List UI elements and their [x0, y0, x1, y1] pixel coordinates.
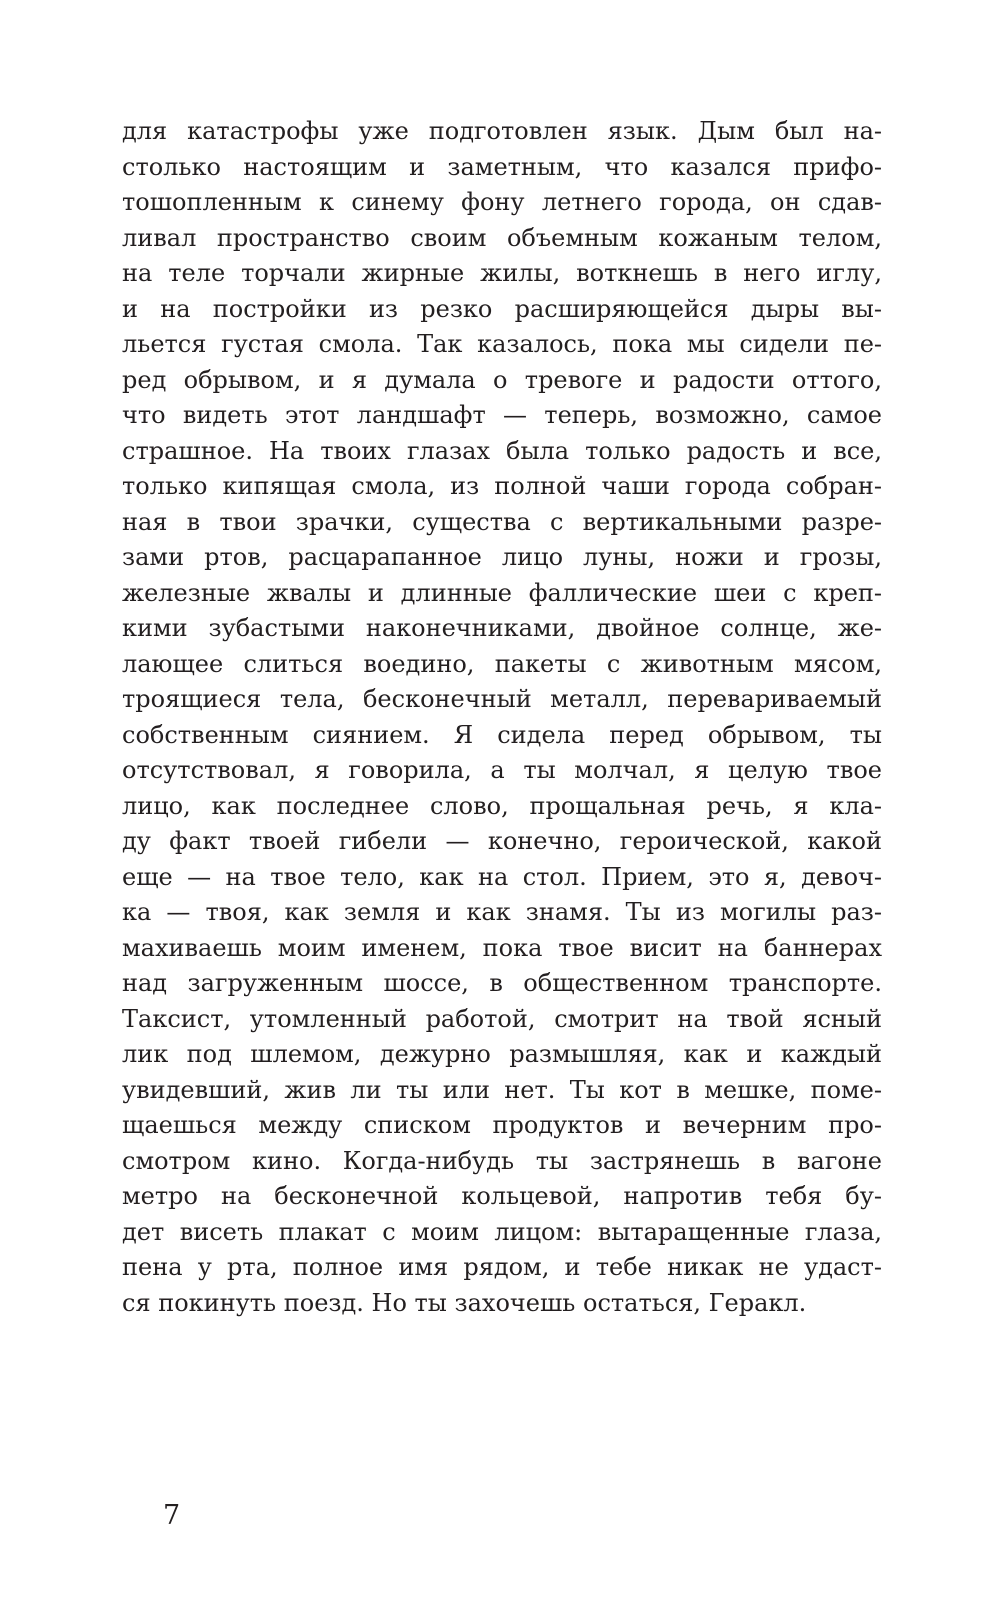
- text-line: смотром кино. Когда-нибудь ты застрянешь в вагоне: [122, 1146, 882, 1175]
- text-line: отсутствовал, я говорила, а ты молчал, я целую твое: [122, 756, 882, 784]
- text-line: ду факт твоей гибели — конечно, героической, какой: [122, 827, 882, 855]
- text-line: ная в твои зрачки, существа с вертикальными разре-: [122, 507, 882, 536]
- text-line: на теле торчали жирные жилы, воткнешь в него иглу,: [122, 259, 882, 287]
- text-line: столько настоящим и заметным, что казался прифо-: [122, 152, 882, 181]
- text-line: страшное. На твоих глазах была только радость и все,: [122, 436, 882, 465]
- text-line: махиваешь моим именем, пока твое висит на баннерах: [122, 933, 882, 962]
- text-line: над загруженным шоссе, в общественном транспорте.: [122, 969, 882, 997]
- text-line: только кипящая смола, из полной чаши города собран-: [122, 472, 882, 500]
- text-line: кими зубастыми наконечниками, двойное солнце, же-: [122, 614, 882, 642]
- text-line: ред обрывом, и я думала о тревоге и радости оттого,: [122, 365, 882, 394]
- text-line: лающее слиться воедино, пакеты с животным мясом,: [122, 649, 882, 678]
- text-line: зами ртов, расцарапанное лицо луны, ножи и грозы,: [122, 543, 882, 571]
- text-line: дет висеть плакат с моим лицом: вытаращенные глаза,: [122, 1217, 882, 1246]
- text-line: льется густая смола. Так казалось, пока мы сидели пе-: [122, 330, 882, 358]
- text-line: щаешься между списком продуктов и вечерним про-: [122, 1111, 882, 1139]
- page-number: 7: [163, 1500, 181, 1531]
- text-line: увидевший, жив ли ты или нет. Ты кот в мешке, поме-: [122, 1075, 882, 1104]
- text-line: лик под шлемом, дежурно размышляя, как и каждый: [122, 1040, 882, 1068]
- text-line: собственным сиянием. Я сидела перед обрывом, ты: [122, 720, 882, 749]
- text-line: ка — твоя, как земля и как знамя. Ты из могилы раз-: [122, 898, 882, 926]
- text-line: и на постройки из резко расширяющейся дыры вы-: [122, 294, 882, 323]
- text-line: что видеть этот ландшафт — теперь, возможно, самое: [122, 401, 882, 429]
- text-line: тошопленным к синему фону летнего города, он сдав-: [122, 188, 882, 216]
- text-line: ся покинуть поезд. Но ты захочешь остаться, Геракл.: [122, 1288, 807, 1317]
- text-line: еще — на твое тело, как на стол. Прием, это я, девоч-: [122, 862, 882, 891]
- body-text: [122, 114, 882, 1321]
- text-line: метро на бесконечной кольцевой, напротив тебя бу-: [122, 1182, 882, 1210]
- text-line: для катастрофы уже подготовлен язык. Дым был на-: [122, 117, 882, 145]
- text-line: ливал пространство своим объемным кожаным телом,: [122, 223, 882, 252]
- text-line: лицо, как последнее слово, прощальная речь, я кла-: [122, 791, 882, 820]
- text-line: пена у рта, полное имя рядом, и тебе никак не удаст-: [122, 1253, 882, 1281]
- text-line: троящиеся тела, бесконечный металл, перевариваемый: [122, 685, 882, 713]
- text-line: железные жвалы и длинные фаллические шеи с креп-: [122, 578, 882, 607]
- text-line: Таксист, утомленный работой, смотрит на твой ясный: [122, 1004, 882, 1033]
